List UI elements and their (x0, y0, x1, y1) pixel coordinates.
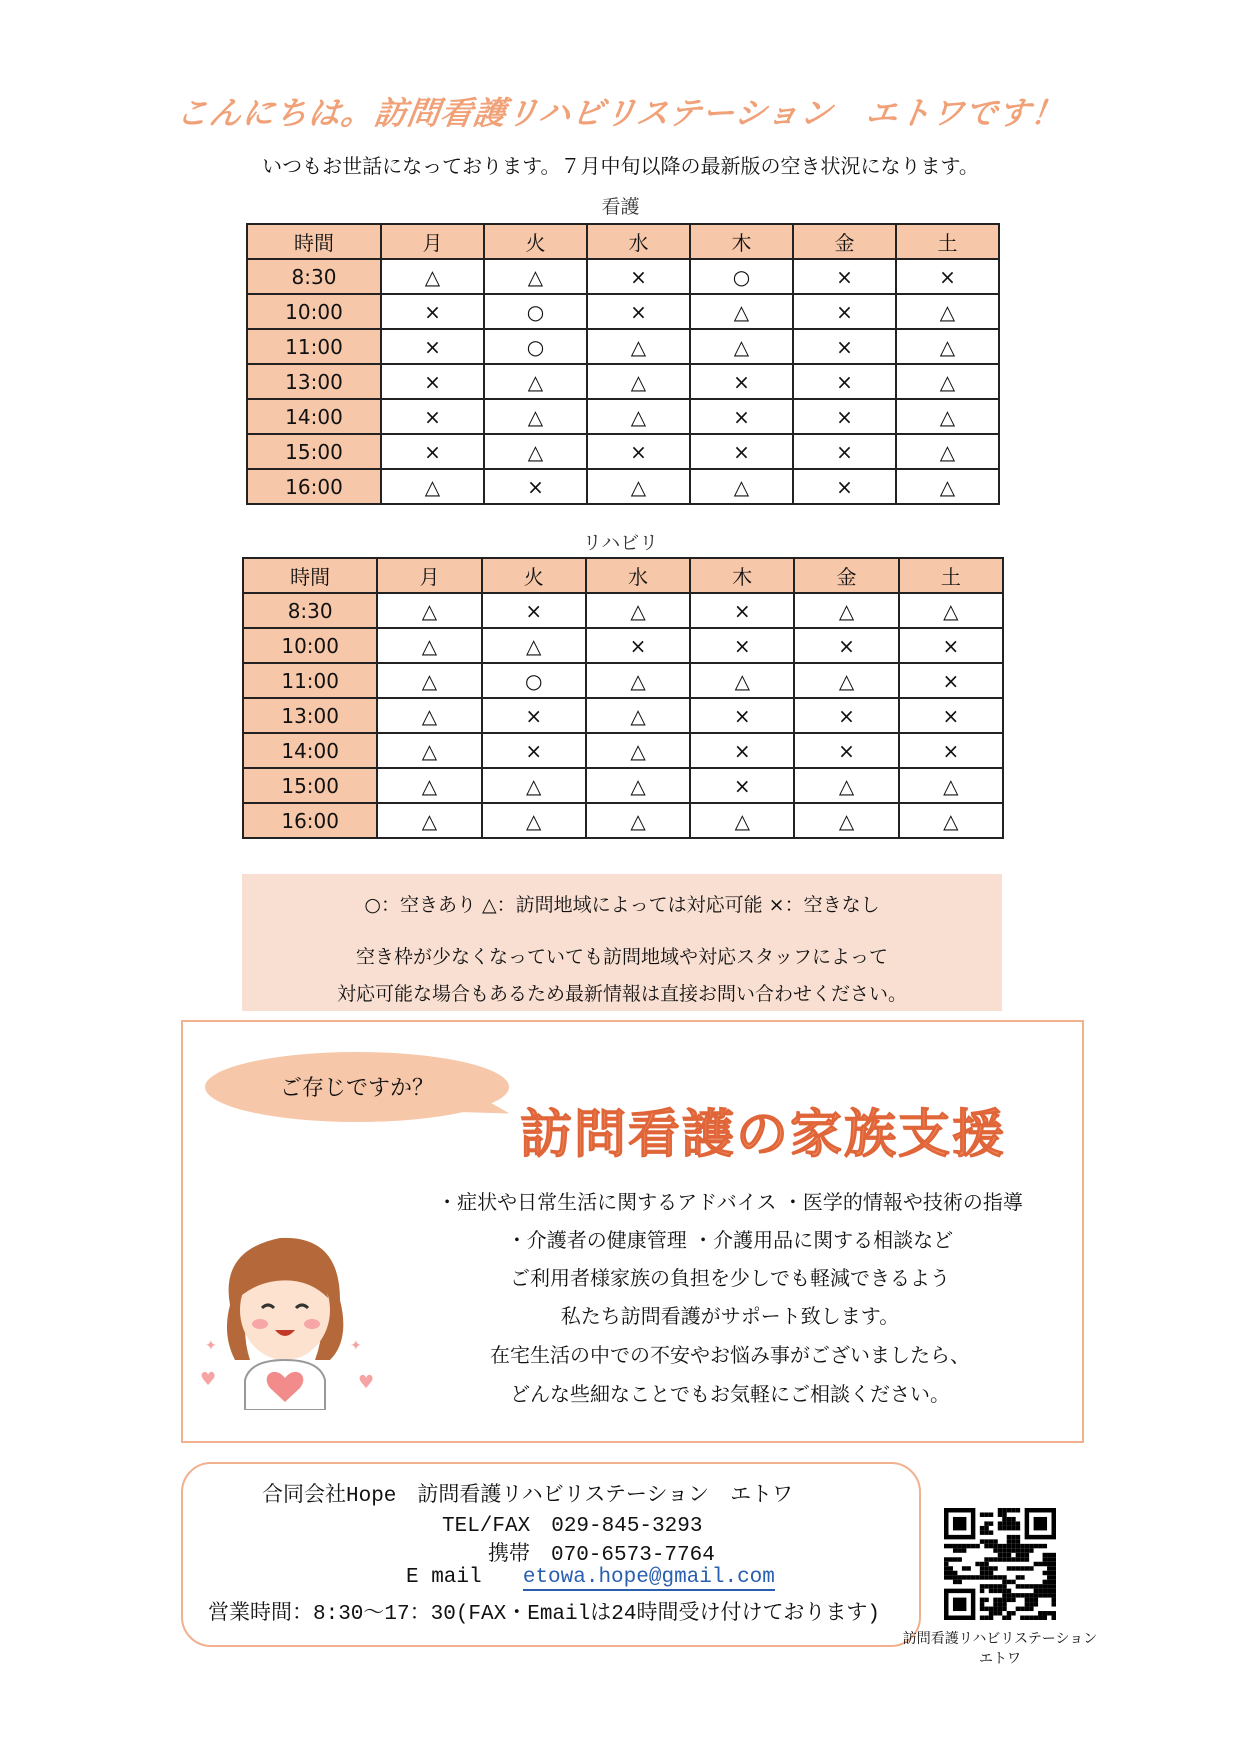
rehab-schedule-table (242, 557, 1004, 839)
table-header-row (243, 558, 1003, 593)
availability-cell: △ (896, 434, 999, 469)
table-row (243, 803, 1003, 838)
availability-cell: × (482, 593, 586, 628)
legend-symbols: ○：空きあり △：訪問地域によっては対応可能 ×：空きなし (364, 894, 880, 916)
time-cell: 13:00 (247, 364, 381, 399)
availability-cell: △ (794, 663, 898, 698)
time-header: 時間 (243, 558, 377, 593)
availability-cell: △ (484, 259, 587, 294)
availability-cell: △ (484, 434, 587, 469)
table-row (247, 399, 999, 434)
email-link[interactable]: etowa.hope@gmail.com (522, 1566, 775, 1589)
availability-cell: △ (377, 733, 481, 768)
availability-cell: △ (482, 628, 586, 663)
legend-note-1: 空き枠が少なくなっていても訪問地域や対応スタッフによって (355, 946, 888, 968)
availability-cell: △ (899, 768, 1003, 803)
nursing-schedule-table (246, 223, 1000, 505)
time-cell: 15:00 (247, 434, 381, 469)
availability-cell: × (896, 259, 999, 294)
table-row (247, 469, 999, 504)
availability-cell: △ (690, 329, 793, 364)
time-cell: 14:00 (247, 399, 381, 434)
availability-cell: × (690, 399, 793, 434)
availability-cell: × (899, 663, 1003, 698)
availability-cell: △ (586, 593, 690, 628)
availability-cell: △ (896, 469, 999, 504)
availability-cell: × (690, 364, 793, 399)
availability-cell: × (381, 294, 484, 329)
table-row (247, 294, 999, 329)
svg-text:♥: ♥ (358, 1372, 375, 1393)
table-row (243, 593, 1003, 628)
day-header: 水 (587, 224, 690, 259)
availability-cell: △ (586, 803, 690, 838)
availability-cell: △ (794, 768, 898, 803)
availability-cell: △ (586, 733, 690, 768)
availability-cell: △ (484, 399, 587, 434)
availability-cell: △ (377, 628, 481, 663)
availability-cell: × (381, 434, 484, 469)
availability-cell: △ (377, 593, 481, 628)
qr-code[interactable] (944, 1508, 1056, 1620)
availability-cell: △ (690, 469, 793, 504)
table-header-row (247, 224, 999, 259)
table-row (243, 733, 1003, 768)
day-header: 金 (794, 558, 898, 593)
business-hours: 営業時間：8:30～17：30(FAX・Emailは24時間受け付けております) (208, 1603, 881, 1626)
availability-cell: △ (381, 259, 484, 294)
availability-cell: × (482, 733, 586, 768)
availability-cell: △ (482, 768, 586, 803)
availability-cell: × (587, 434, 690, 469)
availability-cell: × (793, 469, 896, 504)
availability-cell: △ (587, 329, 690, 364)
time-header: 時間 (247, 224, 381, 259)
table-row (243, 768, 1003, 803)
availability-cell: × (899, 628, 1003, 663)
availability-cell: △ (484, 364, 587, 399)
day-header: 金 (793, 224, 896, 259)
email-row (406, 1566, 775, 1589)
qr-caption-line-2: エトワ (979, 1651, 1021, 1667)
availability-cell: × (793, 329, 896, 364)
availability-cell: × (690, 628, 794, 663)
availability-cell: △ (899, 803, 1003, 838)
availability-cell: ○ (484, 329, 587, 364)
availability-cell: △ (482, 803, 586, 838)
availability-cell: × (899, 733, 1003, 768)
day-header: 木 (690, 558, 794, 593)
time-cell: 8:30 (243, 593, 377, 628)
email-label: E mail (406, 1566, 482, 1589)
availability-cell: × (793, 259, 896, 294)
day-header: 水 (586, 558, 690, 593)
availability-cell: × (690, 768, 794, 803)
intro-text: いつもお世話になっております。７月中旬以降の最新版の空き状況になります。 (262, 154, 979, 178)
support-line: 在宅生活の中での不安やお悩み事がございましたら、 (490, 1343, 970, 1367)
availability-cell: × (690, 733, 794, 768)
availability-cell: × (690, 593, 794, 628)
time-cell: 10:00 (247, 294, 381, 329)
availability-cell: △ (896, 329, 999, 364)
availability-cell: × (793, 364, 896, 399)
availability-cell: × (484, 469, 587, 504)
day-header: 火 (484, 224, 587, 259)
nursing-caption: 看護 (601, 196, 640, 218)
availability-cell: ○ (690, 259, 793, 294)
svg-text:✦: ✦ (205, 1338, 217, 1354)
time-cell: 14:00 (243, 733, 377, 768)
availability-cell: △ (794, 803, 898, 838)
qr-caption-line-1: 訪問看護リハビリステーション (902, 1631, 1098, 1647)
legend-note-2: 対応可能な場合もあるため最新情報は直接お問い合わせください。 (336, 983, 907, 1005)
availability-cell: △ (899, 593, 1003, 628)
time-cell: 16:00 (243, 803, 377, 838)
rehab-caption: リハビリ (582, 532, 659, 554)
availability-cell: × (587, 259, 690, 294)
table-row (247, 259, 999, 294)
mobile-number: 携帯 070-6573-7764 (488, 1544, 715, 1567)
availability-cell: × (793, 434, 896, 469)
svg-text:✦: ✦ (350, 1338, 362, 1354)
availability-cell: × (381, 329, 484, 364)
availability-cell: △ (586, 698, 690, 733)
time-cell: 13:00 (243, 698, 377, 733)
time-cell: 16:00 (247, 469, 381, 504)
availability-cell: ○ (482, 663, 586, 698)
time-cell: 11:00 (247, 329, 381, 364)
availability-cell: ○ (484, 294, 587, 329)
support-line: ・症状や日常生活に関するアドバイス ・医学的情報や技術の指導 (437, 1190, 1023, 1214)
availability-cell: △ (377, 663, 481, 698)
time-cell: 11:00 (243, 663, 377, 698)
availability-cell: × (793, 294, 896, 329)
table-row (243, 663, 1003, 698)
family-support-heading: 訪問看護の家族支援 (520, 1105, 1007, 1165)
table-row (247, 364, 999, 399)
availability-cell: △ (794, 593, 898, 628)
page-title: こんにちは。訪問看護リハビリステーション エトワです！ (173, 94, 1067, 132)
availability-cell: △ (690, 803, 794, 838)
availability-cell: × (794, 628, 898, 663)
day-header: 土 (896, 224, 999, 259)
availability-cell: × (381, 399, 484, 434)
time-cell: 15:00 (243, 768, 377, 803)
table-row (247, 434, 999, 469)
availability-cell: △ (377, 768, 481, 803)
day-header: 木 (690, 224, 793, 259)
day-header: 土 (899, 558, 1003, 593)
availability-cell: △ (377, 698, 481, 733)
availability-cell: △ (896, 399, 999, 434)
table-row (247, 329, 999, 364)
table-row (243, 698, 1003, 733)
availability-cell: × (794, 698, 898, 733)
support-line: ・介護者の健康管理 ・介護用品に関する相談など (506, 1228, 954, 1252)
availability-cell: × (586, 628, 690, 663)
company-name: 合同会社Hope 訪問看護リハビリステーション エトワ (262, 1485, 794, 1508)
availability-cell: × (587, 294, 690, 329)
availability-cell: △ (381, 469, 484, 504)
availability-cell: △ (587, 399, 690, 434)
availability-cell: △ (587, 469, 690, 504)
day-header: 火 (482, 558, 586, 593)
availability-cell: △ (586, 768, 690, 803)
day-header: 月 (377, 558, 481, 593)
availability-cell: △ (690, 294, 793, 329)
availability-cell: △ (377, 803, 481, 838)
availability-cell: × (482, 698, 586, 733)
day-header: 月 (381, 224, 484, 259)
availability-cell: △ (690, 663, 794, 698)
support-line: ご利用者様家族の負担を少しでも軽減できるよう (510, 1266, 950, 1290)
availability-cell: × (793, 399, 896, 434)
availability-cell: × (381, 364, 484, 399)
availability-cell: △ (586, 663, 690, 698)
time-cell: 8:30 (247, 259, 381, 294)
availability-cell: △ (896, 364, 999, 399)
time-cell: 10:00 (243, 628, 377, 663)
legend-box (242, 874, 1002, 1011)
svg-text:♥: ♥ (200, 1369, 217, 1390)
availability-cell: × (794, 733, 898, 768)
table-row (243, 628, 1003, 663)
availability-cell: × (690, 434, 793, 469)
availability-cell: × (690, 698, 794, 733)
support-line: どんな些細なことでもお気軽にご相談ください。 (510, 1382, 950, 1406)
availability-cell: × (899, 698, 1003, 733)
speech-bubble-text: ご存じですか？ (279, 1076, 434, 1101)
support-line: 私たち訪問看護がサポート致します。 (560, 1304, 900, 1328)
tel-fax: TEL/FAX 029-845-3293 (442, 1515, 703, 1538)
nurse-illustration (190, 1210, 390, 1410)
availability-cell: △ (587, 364, 690, 399)
availability-cell: △ (896, 294, 999, 329)
